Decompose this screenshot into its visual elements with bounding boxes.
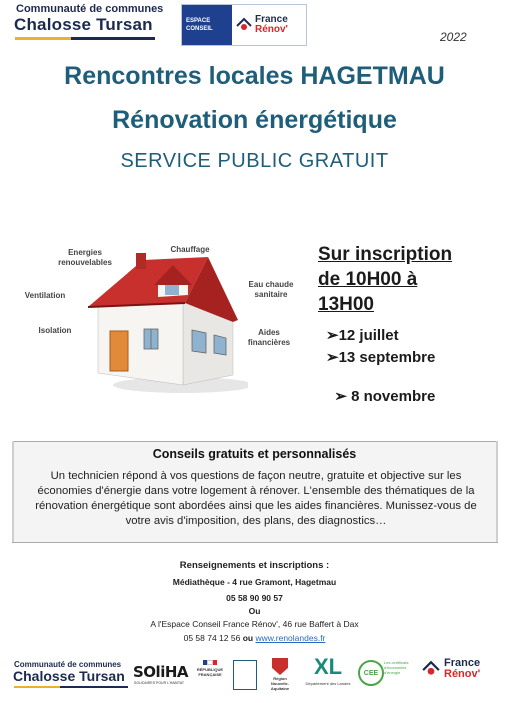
date-item <box>326 370 435 405</box>
landes-xl-logo <box>304 656 352 686</box>
label-ventilation: Ventilation <box>24 291 66 300</box>
year: 2022 <box>440 30 467 44</box>
flag-icon <box>203 660 217 665</box>
house-icon <box>236 17 252 33</box>
label-chauffage: Chauffage <box>170 245 210 254</box>
xl-mark: XL <box>313 654 343 679</box>
date-text: 8 novembre <box>346 388 436 405</box>
soliha-logo <box>133 663 189 686</box>
cc-header-name: Chalosse Tursan <box>14 15 153 34</box>
label-aides: Aides financières <box>247 328 291 347</box>
nouvelle-aquitaine-label: Nouvelle-Aquitaine <box>270 681 290 691</box>
cc-header-small: Communauté de communes <box>16 3 164 15</box>
date-item <box>326 326 399 344</box>
date-text: 12 juillet <box>338 327 399 344</box>
cc-underline-gold <box>15 37 71 40</box>
renov-label: Rénov' <box>255 24 288 35</box>
cc-underline-navy <box>71 37 155 40</box>
date-text: 13 septembre <box>338 349 436 366</box>
nouvelle-aquitaine-logo <box>262 656 298 691</box>
house-icon <box>422 660 440 678</box>
contact-phone-1: 05 58 90 90 57 <box>226 593 283 603</box>
website-link[interactable]: www.renolandes.fr <box>255 633 326 643</box>
service-title: SERVICE PUBLIC GRATUIT <box>120 150 389 172</box>
conseil-label: CONSEIL <box>186 26 213 32</box>
label-energies: Energies renouvelables <box>58 248 112 267</box>
soliha-sub: SOLIDAIRES POUR L'HABITAT <box>134 681 184 685</box>
region-label: Région <box>273 676 287 681</box>
arrow-icon: ➢ <box>334 388 347 405</box>
inscription-line1: Sur inscription <box>318 244 453 265</box>
footer-cc-name: Chalosse Tursan <box>13 668 125 684</box>
espace-conseil-block <box>182 5 232 45</box>
arrow-icon: ➢ <box>326 349 339 366</box>
footer-france-label: France <box>444 657 481 669</box>
contact-address-2: A l'Espace Conseil France Rénov', 46 rue Baffert à Dax <box>150 619 359 629</box>
cee-text: Les certificats d'économies d'énergie <box>384 660 409 675</box>
footer-france-renov-logo <box>422 658 496 680</box>
soliha-name: SOliHA <box>133 663 189 681</box>
sub-title: Rénovation énergétique <box>112 106 397 134</box>
republique-text: RÉPUBLIQUE FRANÇAISE <box>196 667 224 677</box>
footer-cc-small: Communauté de communes <box>14 660 122 669</box>
ademe-logo <box>233 660 257 690</box>
republique-logo <box>193 660 227 677</box>
inscription-line2: de 10H00 à <box>318 269 418 290</box>
contact-address-1: Médiathèque - 4 rue Gramont, Hagetmau <box>172 577 337 587</box>
region-lion-icon <box>269 656 291 676</box>
espace-label: ESPACE <box>186 18 211 24</box>
contact-heading: Renseignements et inscriptions : <box>179 560 330 571</box>
label-isolation: Isolation <box>38 326 72 335</box>
date-item <box>326 348 435 366</box>
contact-or: Ou <box>248 606 261 616</box>
cee-logo: CEE <box>358 660 384 686</box>
footer-underline-navy <box>60 686 128 688</box>
conseils-title: Conseils gratuits et personnalisés <box>152 447 357 461</box>
label-eau-chaude: Eau chaude sanitaire <box>248 280 294 299</box>
contact-line-3 <box>0 633 509 643</box>
footer-renov-label: Rénov' <box>444 668 481 680</box>
inscription-line3: 13H00 <box>318 294 374 315</box>
arrow-icon: ➢ <box>326 327 339 344</box>
contact-ou: ou <box>242 633 254 643</box>
main-title: Rencontres locales HAGETMAU <box>64 62 445 90</box>
france-renov-logo <box>181 4 307 46</box>
france-label: France <box>255 14 288 25</box>
departement-label: Département des Landes <box>305 681 351 686</box>
conseils-text: Un technicien répond à vos questions de façon neutre, gratuite et objective sur les économies d'énergie dans votre logement à rénover. L'ensemble des thématiques de la rénovation énergétique sont abordées ainsi que les aides financières. Munissez-vous de votre avis d'imposition, des plans, des diagnostics… <box>35 470 477 527</box>
contact-phone-2: 05 58 74 12 56 <box>183 633 241 643</box>
footer-underline-gold <box>14 686 60 688</box>
